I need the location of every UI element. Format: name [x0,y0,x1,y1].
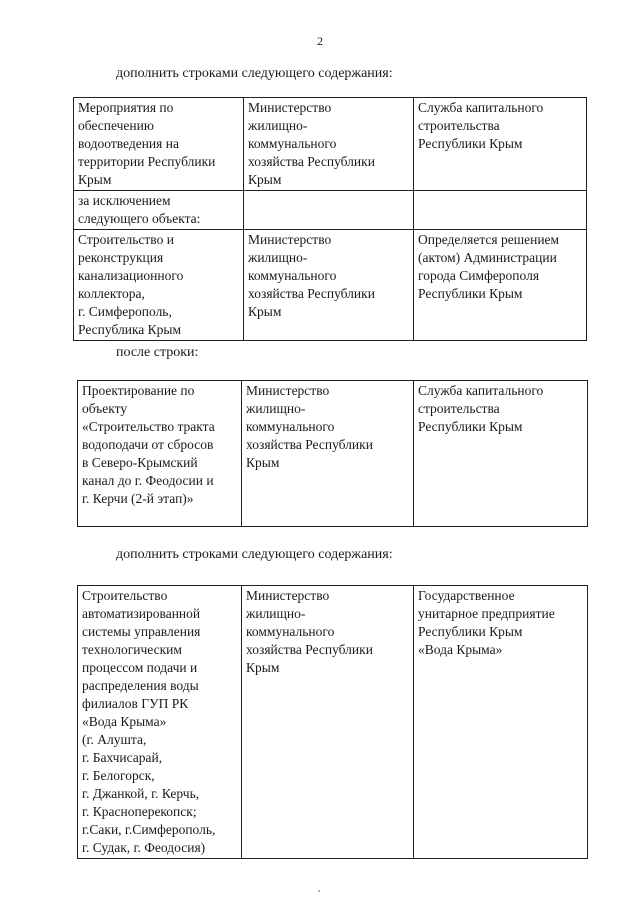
table-2 [77,380,588,527]
cell-event: Проектирование по объекту «Строительство тракта водоподачи от сбросов в Северо-Крымский канал до г. Феодосии и г. Керчи (2-й этап)» [78,381,242,527]
cell-executor: Министерство жилищно- коммунального хозяйства Республики Крым [244,230,414,341]
paragraph-add-rows-2: дополнить строками следующего содержания: [116,547,393,562]
cell-customer: Служба капитального строительства Республики Крым [414,381,588,527]
cell-executor: Министерство жилищно- коммунального хозяйства Республики Крым [242,381,414,527]
cell-executor: Министерство жилищно- коммунального хозяйства Республики Крым [242,586,414,859]
cell-customer: Государственное унитарное предприятие Республики Крым «Вода Крыма» [414,586,588,859]
paragraph-after-row: после строки: [116,345,199,360]
table-1 [73,97,587,341]
cell-event: Мероприятия по обеспечению водоотведения на территории Республики Крым [74,98,244,191]
cell-event: Строительство автоматизированной системы управления технологическим процессом подачи и распределения воды филиалов ГУП РК «Вода Крыма» (г. Алушта, г. Бахчисарай, г. Белогорск, г. Джанкой, г. Керчь, г. Красноперекопск; г.Саки, г.Симферополь, г. Судак, г. Феодосия) [78,586,242,859]
cell-executor: Министерство жилищно- коммунального хозяйства Республики Крым [244,98,414,191]
scan-speck [318,890,320,892]
cell-exception: за исключением следующего объекта: [74,191,244,230]
table-1-row-1 [74,98,587,191]
table-2-row-1 [78,381,588,527]
cell-empty [244,191,414,230]
cell-event: Строительство и реконструкция канализационного коллектора, г. Симферополь, Республика Крым [74,230,244,341]
cell-empty [414,191,587,230]
table-3-row-1 [78,586,588,859]
page-number: 2 [317,34,323,48]
paragraph-add-rows-1: дополнить строками следующего содержания: [116,66,393,81]
table-3 [77,585,588,859]
table-1-row-3 [74,230,587,341]
cell-customer: Определяется решением (актом) Администрации города Симферополя Республики Крым [414,230,587,341]
table-1-row-2 [74,191,587,230]
cell-customer: Служба капитального строительства Республики Крым [414,98,587,191]
